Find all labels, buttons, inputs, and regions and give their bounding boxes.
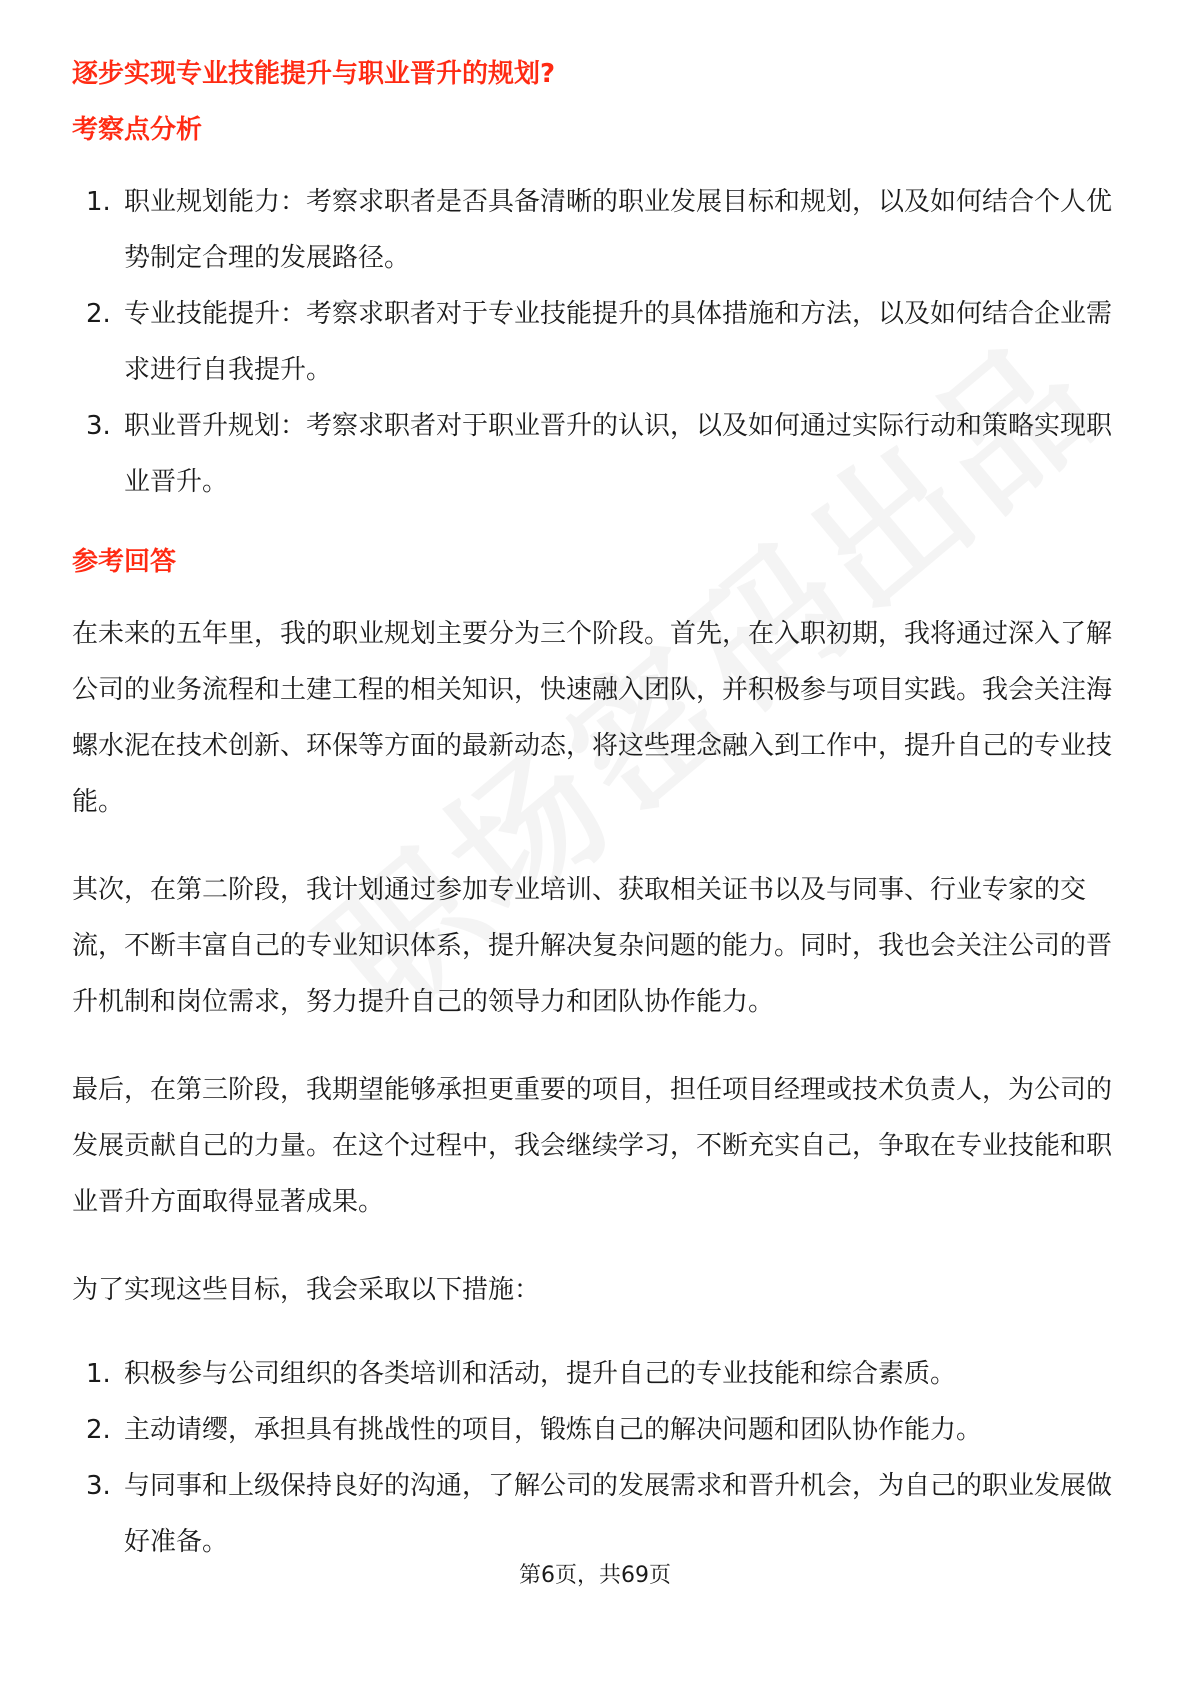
answer-paragraph: 其次，在第二阶段，我计划通过参加专业培训、获取相关证书以及与同事、行业专家的交流，不断丰富自己的专业知识体系，提升解决复杂问题的能力。同时，我也会关注公司的晋升机制和岗位需求，努力提升自己的领导力和团队协作能力。	[72, 875, 1113, 1017]
list-item	[72, 1458, 1118, 1570]
list-item-text: 职业晋升规划：考察求职者对于职业晋升的认识，以及如何通过实际行动和策略实现职业晋升。	[124, 411, 1113, 497]
answer-paragraph: 在未来的五年里，我的职业规划主要分为三个阶段。首先，在入职初期，我将通过深入了解公司的业务流程和土建工程的相关知识，快速融入团队，并积极参与项目实践。我会关注海螺水泥在技术创新、环保等方面的最新动态，将这些理念融入到工作中，提升自己的专业技能。	[72, 619, 1113, 817]
list-item-text: 与同事和上级保持良好的沟通，了解公司的发展需求和晋升机会，为自己的职业发展做好准备。	[124, 1471, 1113, 1557]
list-item	[72, 1346, 1118, 1402]
list-item	[72, 174, 1118, 286]
list-item-text: 专业技能提升：考察求职者对于专业技能提升的具体措施和方法，以及如何结合企业需求进行自我提升。	[124, 299, 1113, 385]
list-item-text: 积极参与公司组织的各类培训和活动，提升自己的专业技能和综合素质。	[124, 1359, 957, 1389]
page-number: 第6页，共69页	[519, 1563, 671, 1588]
list-number: 2.	[86, 299, 111, 329]
analysis-heading: 考察点分析	[72, 115, 203, 145]
answer-paragraph: 为了实现这些目标，我会采取以下措施：	[72, 1275, 541, 1305]
list-item	[72, 398, 1118, 510]
list-number: 1.	[86, 1359, 111, 1389]
list-item	[72, 286, 1118, 398]
list-number: 3.	[86, 411, 111, 441]
answer-heading: 参考回答	[72, 547, 177, 577]
measures-list	[72, 1346, 1118, 1570]
page-content	[72, 56, 1118, 1570]
list-item-text: 主动请缨，承担具有挑战性的项目，锻炼自己的解决问题和团队协作能力。	[124, 1415, 983, 1445]
analysis-list	[72, 174, 1118, 510]
list-number: 3.	[86, 1471, 111, 1501]
list-number: 2.	[86, 1415, 111, 1445]
list-item-text: 职业规划能力：考察求职者是否具备清晰的职业发展目标和规划，以及如何结合个人优势制定合理的发展路径。	[124, 187, 1113, 273]
list-number: 1.	[86, 187, 111, 217]
question-title: 逐步实现专业技能提升与职业晋升的规划?	[72, 59, 556, 89]
answer-paragraph: 最后，在第三阶段，我期望能够承担更重要的项目，担任项目经理或技术负责人，为公司的发展贡献自己的力量。在这个过程中，我会继续学习，不断充实自己，争取在专业技能和职业晋升方面取得显著成果。	[72, 1075, 1113, 1217]
list-item	[72, 1402, 1118, 1458]
